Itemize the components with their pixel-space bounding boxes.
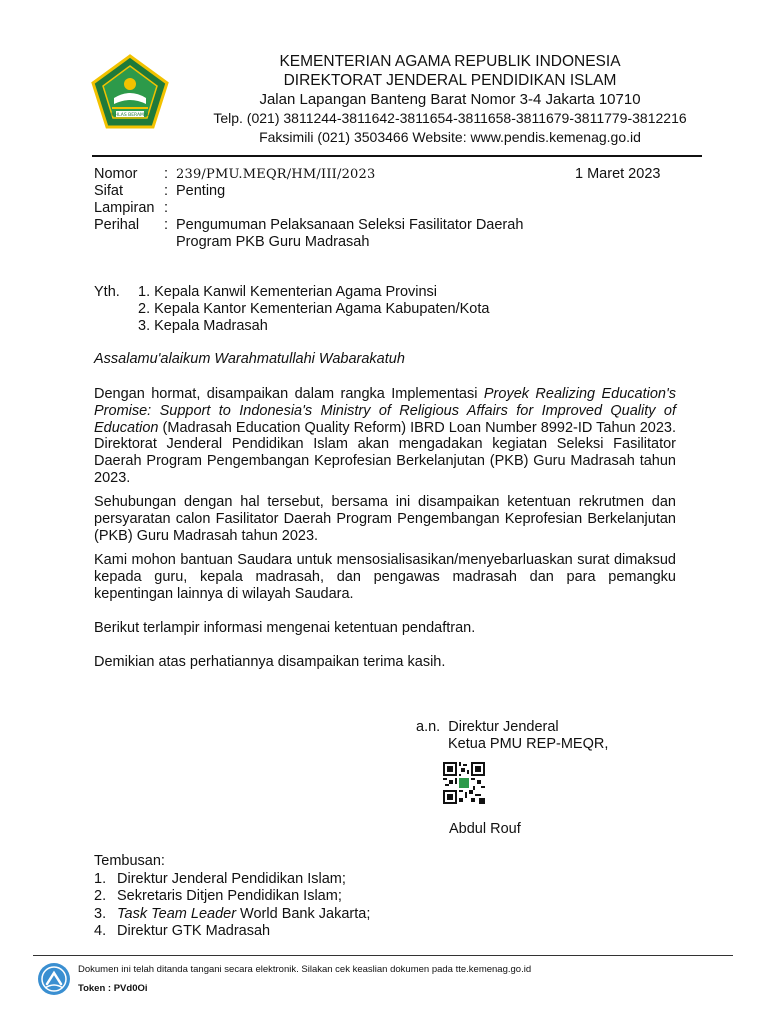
body-paragraph-3: Kami mohon bantuan Saudara untuk mensosialisasikan/menyebarluaskan surat dimaksud kepada guru, kepala madrasah, dan pengawas madrasah dan para pemangku kepentingan lainnya di wilayah Saudara. [94,552,676,602]
letter-meta: Nomor : 239/PMU.MEQR/HM/III/2023 Sifat : Penting Lampiran : Perihal : Pengumuman Pelaksanaan Seleksi Fasilitator Daerah Program PKB Guru Madrasah [94,166,596,251]
qr-code-icon[interactable] [443,762,485,804]
footer-divider [33,955,733,956]
recipient-item: 1. Kepala Kanwil Kementerian Agama Provinsi [138,284,438,300]
greeting: Assalamu'alaikum Warahmatullahi Wabarakatuh [94,351,405,367]
signature-title-2: Ketua PMU REP-MEQR, [448,736,609,752]
signature-block [416,719,608,753]
body-paragraph-1: Dengan hormat, disampaikan dalam rangka Implementasi Proyek Realizing Education's Promise: Support to Indonesia's Ministry of Religious Affairs for Improved Quality of Education (Madrasah Education Quality Reform) IBRD Loan Number 8992-ID Tahun 2023. Direktorat Jenderal Pendidikan Islam akan mengadakan kegiatan Seleksi Fasilitator Daerah Program Pengembangan Keprofesian Berkelanjutan (PKB) Guru Madrasah tahun 2023. [94,386,676,486]
body-paragraph-2: Sehubungan dengan hal tersebut, bersama ini disampaikan ketentuan rekrutmen dan persyaratan calon Fasilitator Daerah Program Pengembangan Keprofesian Berkelanjutan (PKB) Guru Madrasah tahun 2023. [94,494,676,544]
list-item: 1. Direktur Jenderal Pendidikan Islam; [94,870,346,887]
list-item: 3. Task Team Leader World Bank Jakarta; [94,905,371,922]
signature-an: a.n. [416,719,441,735]
header-address: Jalan Lapangan Banteng Barat Nomor 3-4 Jakarta 10710 [259,91,641,108]
sifat-value: Penting [176,183,226,199]
perihal-label: Perihal [94,217,140,233]
recipients-label: Yth. [94,284,120,300]
lampiran-label: Lampiran [94,200,155,216]
header-divider [92,155,702,157]
lampiran-value [176,200,596,217]
nomor-label: Nomor [94,166,138,182]
perihal-value: Pengumuman Pelaksanaan Seleksi Fasilitator Daerah Program PKB Guru Madrasah [176,217,524,250]
e-signature-seal-icon [37,962,71,996]
header-ministry: KEMENTERIAN AGAMA REPUBLIK INDONESIA [279,53,621,70]
tembusan-label: Tembusan: [94,853,165,869]
list-item: 4. Direktur GTK Madrasah [94,923,271,939]
letter-date: 1 Maret 2023 [575,166,661,182]
list-item: 2. Sekretaris Ditjen Pendidikan Islam; [94,888,342,904]
signature-title-1: Direktur Jenderal [448,719,559,735]
recipient-item: 3. Kepala Madrasah [138,318,268,334]
footer-note: Dokumen ini telah ditanda tangani secara elektronik. Silakan cek keaslian dokumen pada tte.kemenag.go.id [78,964,532,975]
tembusan-block [94,853,370,941]
signer-name: Abdul Rouf [449,821,521,837]
sifat-label: Sifat [94,183,124,199]
recipients [94,284,489,335]
footer-token: Token : PVd0Oi [78,983,148,994]
header-phone: Telp. (021) 3811244-3811642-3811654-3811658-3811679-3811779-3812216 [213,110,687,126]
body-paragraph-5: Demikian atas perhatiannya disampaikan terima kasih. [94,654,446,670]
nomor-value: 239/PMU.MEQR/HM/III/2023 [176,167,376,182]
letterhead [150,52,750,147]
header-fax-website: Faksimili (021) 3503466 Website: www.pendis.kemenag.go.id [259,129,641,145]
recipient-item: 2. Kepala Kantor Kementerian Agama Kabupaten/Kota [138,301,490,317]
body-paragraph-4: Berikut terlampir informasi mengenai ketentuan pendaftran. [94,620,476,636]
header-directorate: DIREKTORAT JENDERAL PENDIDIKAN ISLAM [283,72,617,89]
logo-text: IKHLAS BERAMAL [110,113,150,118]
